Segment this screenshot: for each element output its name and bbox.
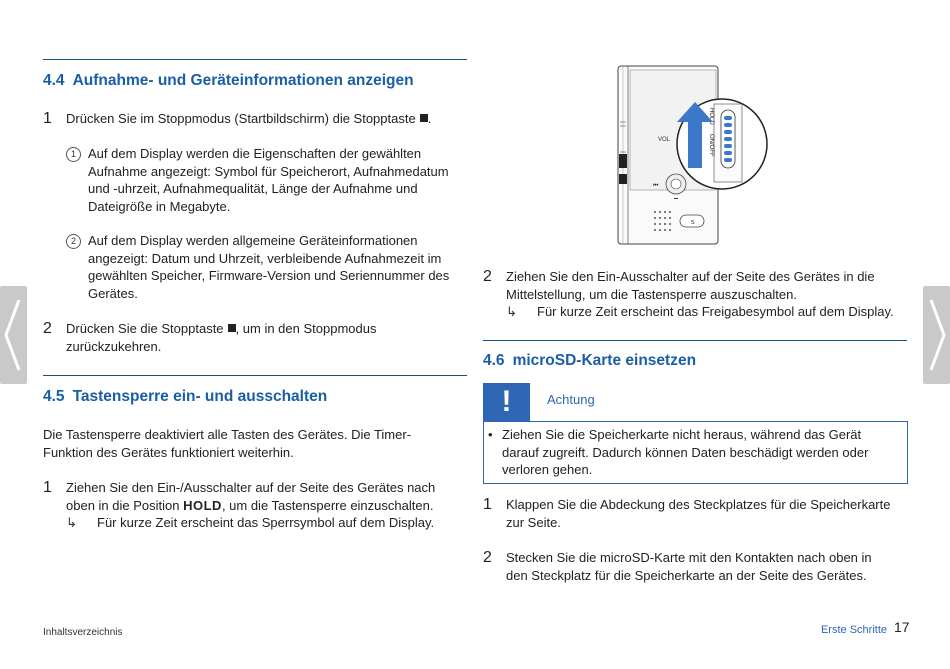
- text-line: verloren gehen.: [502, 462, 593, 477]
- text-line: Ziehen Sie den Ein-Ausschalter auf der Seite des Gerätes in die: [506, 269, 875, 284]
- step-number: 2: [483, 549, 492, 566]
- section-number: 4.5: [43, 388, 65, 405]
- warning-bullet: •: [488, 427, 493, 442]
- text-line: Aufnahme angezeigt: Symbol für Speicherort, Aufnahmedatum: [88, 163, 449, 179]
- step-text: [66, 479, 435, 514]
- substep-text: [88, 232, 449, 302]
- text-line: Die Tastensperre deaktiviert alle Tasten des Gerätes. Die Timer-: [43, 427, 412, 442]
- section-title: Tastensperre ein- und ausschalten: [72, 388, 328, 405]
- hold-label: HOLD: [708, 108, 714, 125]
- result-arrow-icon: ↳: [506, 304, 517, 319]
- text-line: Ziehen Sie die Speicherkarte nicht heraus, während das Gerät: [502, 427, 862, 442]
- warning-exclamation-icon: !: [483, 383, 530, 421]
- prev-page-tab[interactable]: [0, 286, 27, 384]
- text-line: Dateigröße in Megabyte.: [88, 198, 231, 214]
- text-line: Klappen Sie die Abdeckung des Steckplatzes für die Speicherkarte: [506, 497, 891, 512]
- text-line: zur Seite.: [506, 514, 561, 530]
- text-line: gewählten Speicher, Firmware-Version und Seriennummer des: [88, 268, 450, 283]
- chevron-right-icon: [923, 286, 950, 384]
- svg-text:s: s: [691, 219, 695, 226]
- section-rule: [483, 340, 907, 341]
- section-number: 4.6: [483, 352, 505, 369]
- text-line: Auf dem Display werden allgemeine Geräteinformationen: [88, 233, 418, 248]
- result-arrow-icon: ↳: [66, 515, 77, 530]
- step-text: Drücken Sie im Stoppmodus (Startbildschirm) die Stopptaste .: [66, 111, 432, 126]
- section-title: Aufnahme- und Geräteinformationen anzeigen: [72, 72, 414, 89]
- device-illustration: [610, 62, 775, 248]
- step-text: [506, 496, 890, 531]
- stop-square-icon: [420, 114, 428, 122]
- text-line: oben in die Position: [66, 497, 184, 513]
- step-number: 2: [483, 268, 492, 285]
- step-number: 1: [483, 496, 492, 513]
- page-number: 17: [894, 619, 910, 635]
- intro-paragraph: [43, 426, 411, 461]
- circled-number: 1: [66, 147, 81, 162]
- hold-keyword: HOLD: [183, 497, 222, 513]
- step-text-line: Drücken Sie im Stoppmodus (Startbildschirm) die Stopptaste: [66, 111, 416, 126]
- stop-square-icon: [228, 324, 236, 332]
- step-text: [66, 320, 376, 355]
- text-line: den Steckplatz für die Speicherkarte an der Seite des Gerätes.: [506, 567, 867, 583]
- vol-label: VOL: [658, 137, 671, 143]
- text-line: darauf zugreift. Dadurch können Daten beschädigt werden oder: [502, 444, 869, 460]
- step-number: 2: [43, 320, 52, 337]
- text-line: Mittelstellung, um die Tastensperre auszuschalten.: [506, 286, 797, 302]
- on-off-label: ON/OFF: [708, 134, 714, 157]
- step-number: 1: [43, 479, 52, 496]
- svg-text:⏮: ⏮: [653, 183, 659, 189]
- section-rule: [43, 375, 467, 376]
- section-title: microSD-Karte einsetzen: [512, 352, 697, 369]
- substep-text: [88, 145, 449, 215]
- next-page-tab[interactable]: [923, 286, 950, 384]
- section-number: 4.4: [43, 72, 65, 89]
- warning-text: [502, 426, 868, 479]
- text-line: Ziehen Sie den Ein-/Ausschalter auf der Seite des Gerätes nach: [66, 480, 436, 495]
- text-line: , um die Tastensperre einzuschalten.: [221, 497, 434, 513]
- result-text: Für kurze Zeit erscheint das Freigabesymbol auf dem Display.: [537, 304, 894, 319]
- step-text: [506, 549, 872, 584]
- chevron-left-icon: [0, 286, 27, 384]
- text-line: Gerätes.: [88, 285, 138, 301]
- toc-link[interactable]: Inhaltsverzeichnis: [43, 627, 123, 638]
- text-line: angezeigt: Datum und Uhrzeit, verbleibende Aufnahmezeit im: [88, 250, 442, 266]
- step-number: 1: [43, 110, 52, 127]
- section-rule: [43, 59, 467, 60]
- section-heading-4-6: [483, 352, 696, 370]
- text-line: Auf dem Display werden die Eigenschaften der gewählten: [88, 146, 422, 161]
- circled-number: 2: [66, 234, 81, 249]
- chapter-link[interactable]: Erste Schritte: [820, 624, 887, 636]
- step-text: [506, 268, 875, 303]
- section-heading-4-4: [43, 72, 414, 90]
- text-line: Stecken Sie die microSD-Karte mit den Kontakten nach oben in: [506, 550, 872, 565]
- result-text: Für kurze Zeit erscheint das Sperrsymbol auf dem Display.: [97, 515, 435, 530]
- text-line: zurückzukehren.: [66, 338, 162, 354]
- section-heading-4-5: [43, 388, 327, 406]
- text-line: Drücken Sie die Stopptaste: [66, 321, 224, 336]
- warning-label: Achtung: [547, 392, 595, 407]
- text-line: und -uhrzeit, Aufnahmequalität, Länge der Aufnahme und: [88, 181, 418, 196]
- text-line: , um in den Stoppmodus: [235, 321, 377, 336]
- text-line: Funktion des Gerätes funktioniert weiterhin.: [43, 444, 294, 460]
